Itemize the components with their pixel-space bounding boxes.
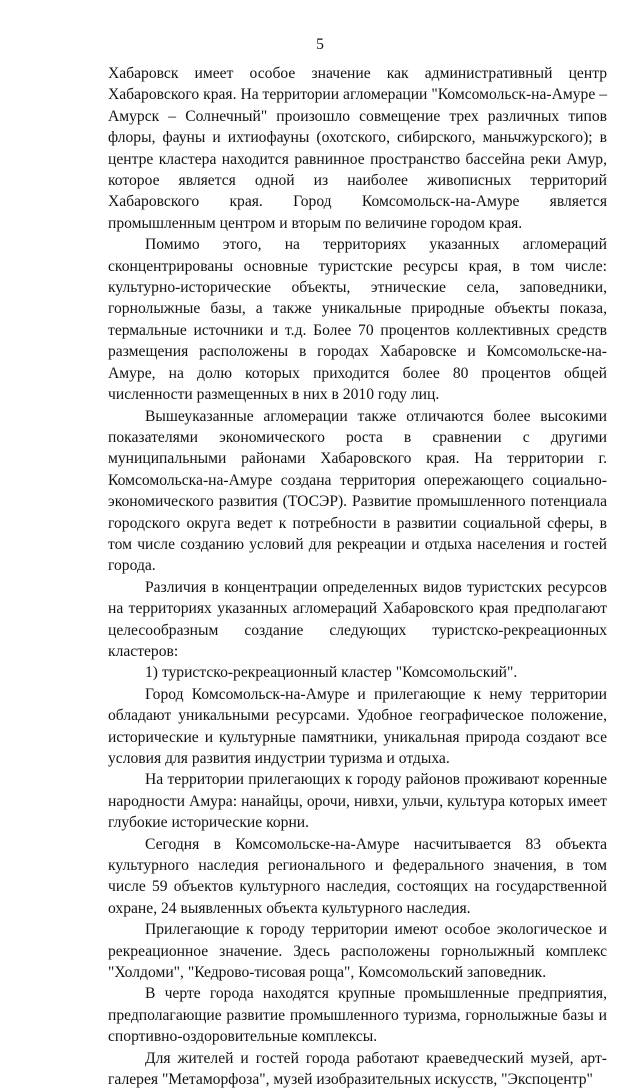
paragraph: Город Комсомольск-на-Амуре и прилегающие к нему территории обладают уникальными ресурсами. Удобное географическое положение, исторические и культурные памятники, уникальная природа создают все условия для развития индустрии туризма и отдыха.	[108, 685, 607, 767]
paragraph: Хабаровск имеет особое значение как административный центр Хабаровского края. На территории агломерации "Комсомольск-на-Амуре – Амурск – Солнечный" произошло совмещение трех различных типов флоры, фауны и ихтиофауны (охотского, сибирского, маньчжурского); в центре кластера находится равнинное пространство бассейна реки Амур, которое является одной из наиболее живописных территорий Хабаровского края. Город Комсомольск-на-Амуре является промышленным центром и вторым по величине городом края.	[108, 65, 607, 232]
paragraph: Различия в концентрации определенных видов туристских ресурсов на территориях указанных агломераций Хабаровского края предполагают целесообразным создание следующих туристско-рекреационных кластеров:	[108, 578, 607, 660]
paragraph: Вышеуказанные агломерации также отличаются более высокими показателями экономического роста в сравнении с другими муниципальными районами Хабаровского края. На территории г. Комсомольска-на-Амуре создана территория опережающего социально-экономического развития (ТОСЭР). Развитие промышленного потенциала городского округа ведет к потребности в развитии социальной сферы, в том числе созданию условий для рекреации и отдыха населения и гостей города.	[108, 407, 607, 575]
paragraph: Помимо этого, на территориях указанных агломераций сконцентрированы основные туристские ресурсы края, в том числе: культурно-исторические объекты, этнические села, заповедники, горнолыжные базы, а также уникальные природные объекты показа, термальные источники и т.д. Более 70 процентов коллективных средств размещения расположены в городах Хабаровске и Комсомольске-на-Амуре, на долю которых приходится более 80 процентов общей численности размещенных в них в 2010 году лиц.	[108, 236, 607, 404]
page-body	[108, 63, 607, 1091]
paragraph: Сегодня в Комсомольске-на-Амуре насчитывается 83 объекта культурного наследия регионального и федерального значения, в том числе 59 объектов культурного наследия, состоящих на государственной охране, 24 выявленных объекта культурного наследия.	[108, 835, 607, 917]
paragraph: Прилегающие к городу территории имеют особое экологическое и рекреационное значение. Здесь расположены горнолыжный комплекс "Холдоми", "Кедрово-тисовая роща", Комсомольский заповедник.	[108, 921, 607, 982]
page-number: 5	[316, 36, 324, 53]
paragraph: Для жителей и гостей города работают краеведческий музей, арт-галерея "Метаморфоза", музей изобразительных искусств, "Экспоцентр"	[108, 1049, 607, 1089]
list-item-cluster: 1) туристско-рекреационный кластер "Комсомольский".	[145, 664, 518, 682]
paragraph: На территории прилегающих к городу районов проживают коренные народности Амура: нанайцы, орочи, нивхи, ульчи, культура которых имеет глубокие исторические корни.	[108, 771, 607, 832]
paragraph: В черте города находятся крупные промышленные предприятия, предполагающие развитие промышленного туризма, горнолыжные базы и спортивно-оздоровительные комплексы.	[108, 985, 607, 1046]
